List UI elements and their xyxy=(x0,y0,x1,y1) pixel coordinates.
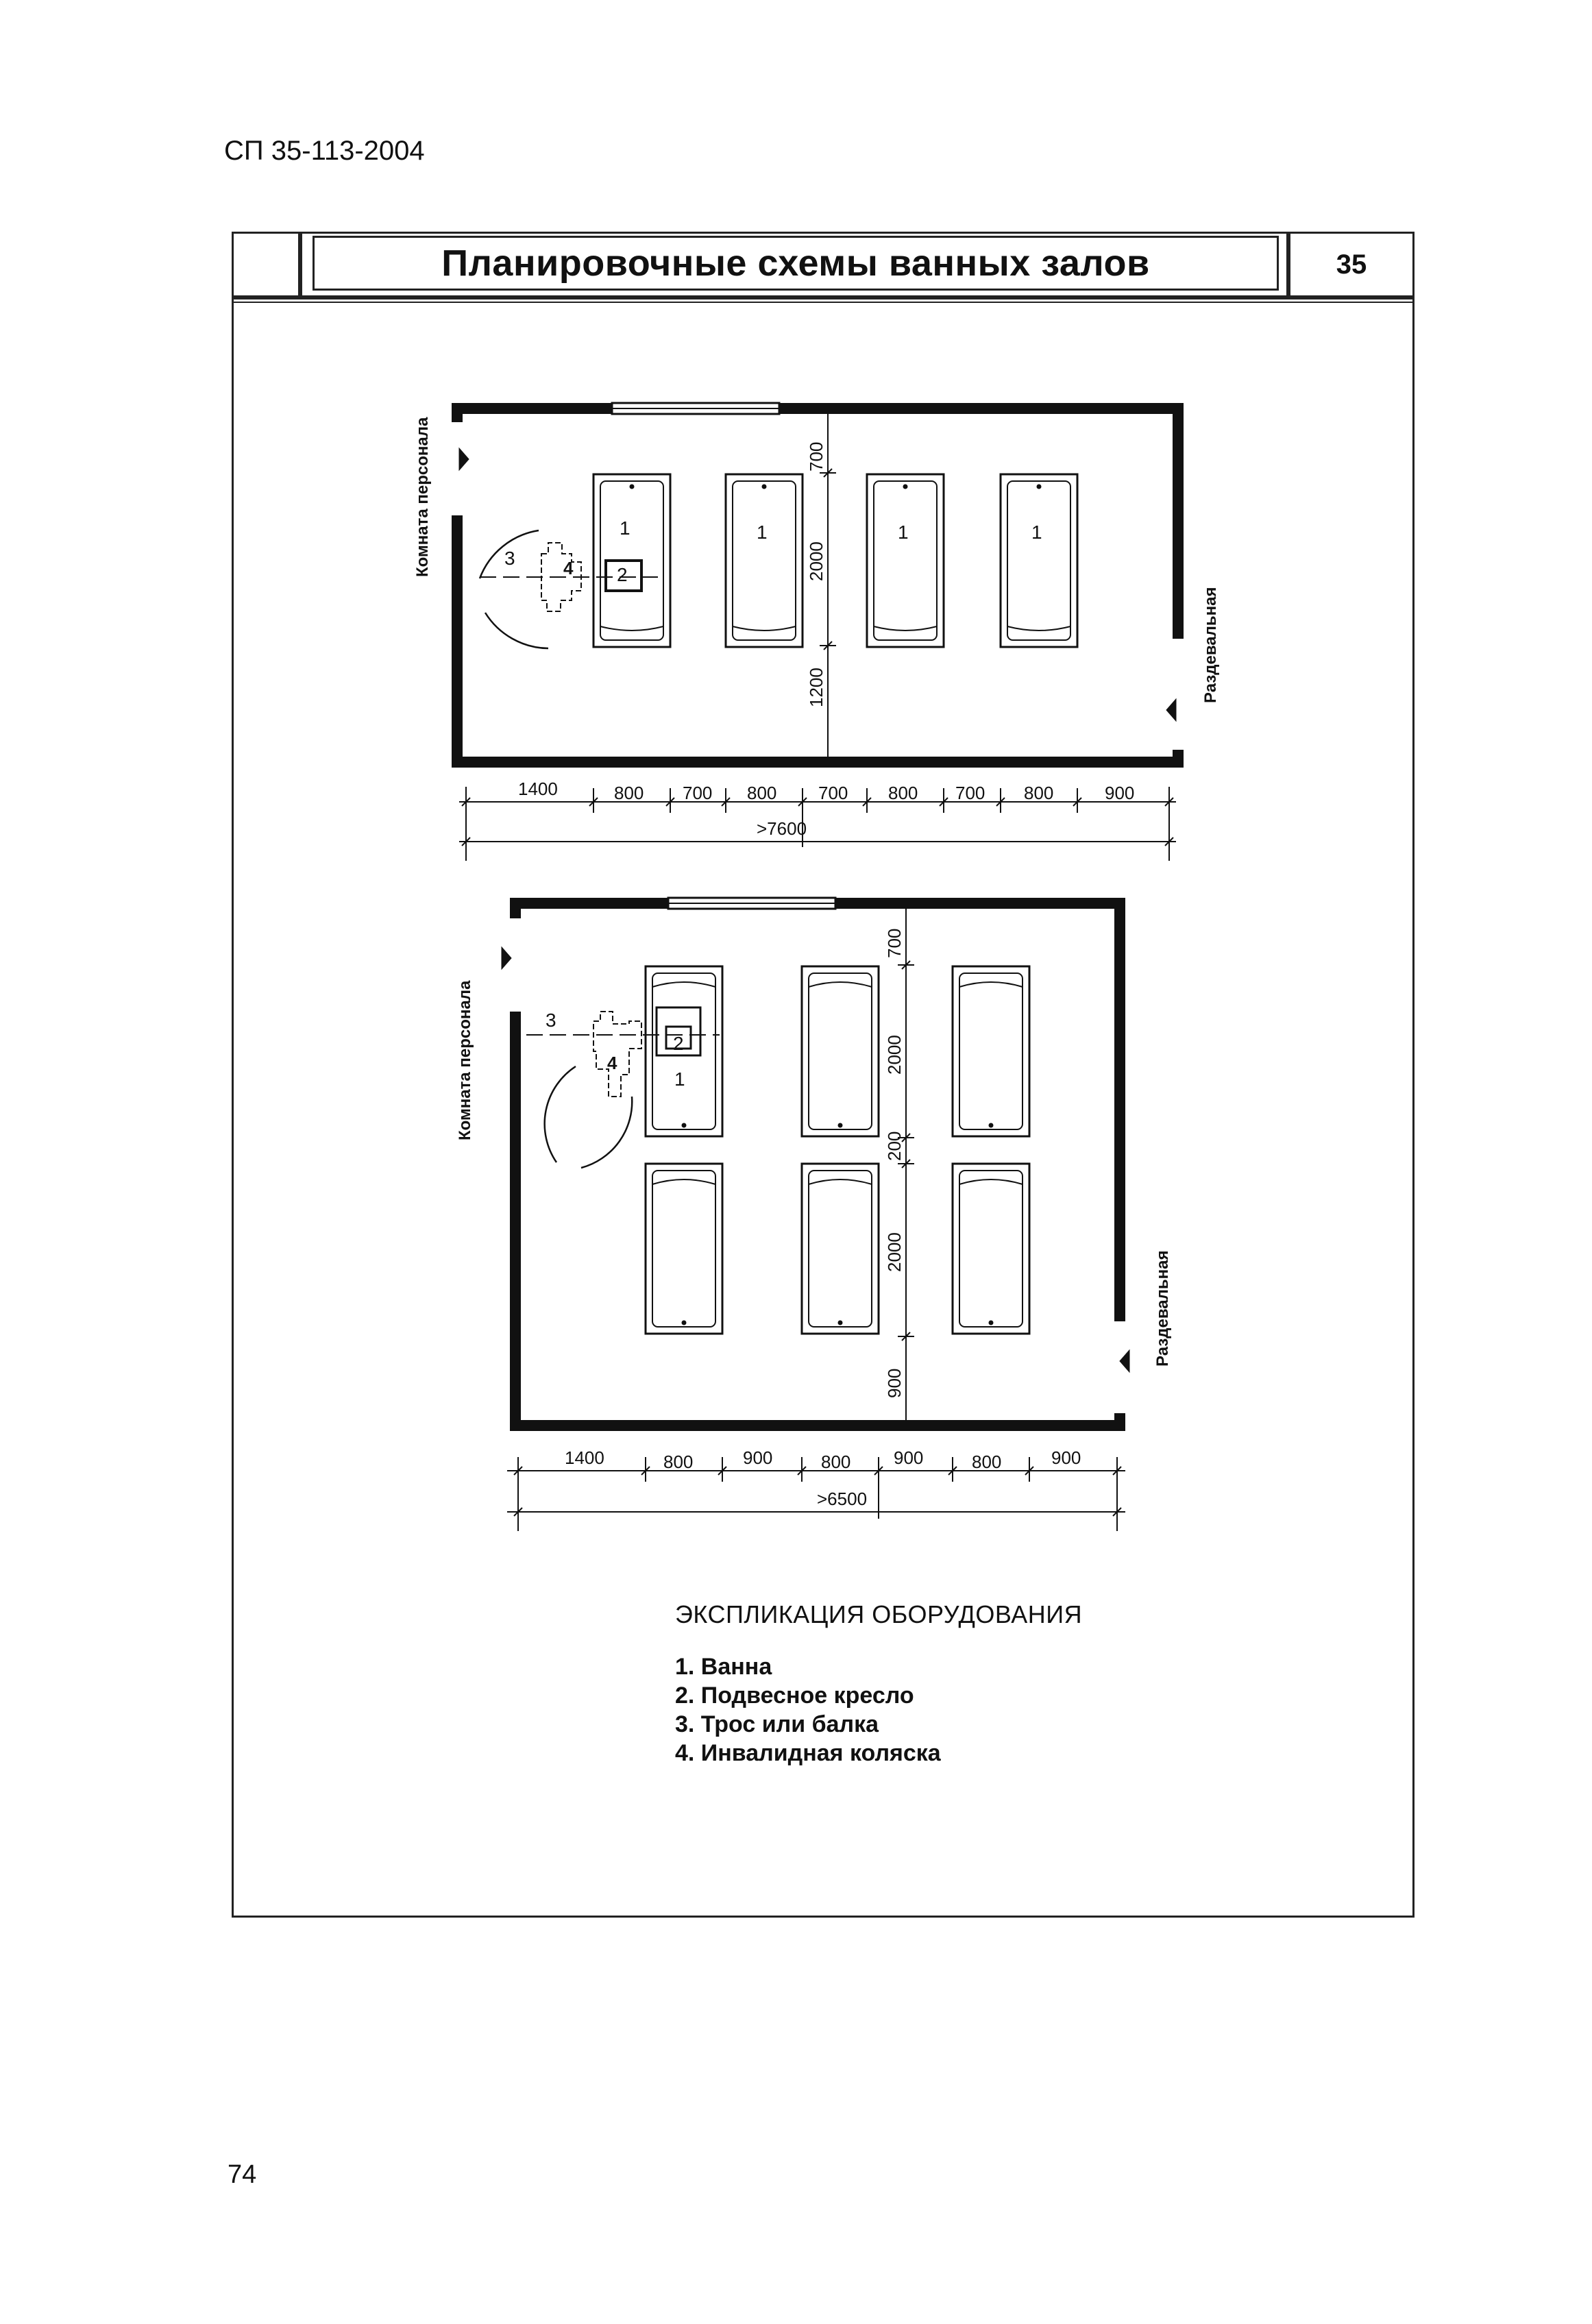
dimension-label: 800 xyxy=(1024,783,1054,803)
dimension-label: 1400 xyxy=(565,1447,604,1468)
staff-door-arrow xyxy=(502,947,511,969)
legend-item: 2. Подвесное кресло xyxy=(675,1683,914,1709)
sheet-number: 35 xyxy=(1336,249,1367,280)
bath xyxy=(802,966,879,1136)
bath-mark: 1 xyxy=(674,1068,685,1090)
bath-mark: 1 xyxy=(1031,522,1042,543)
bath-mark: 1 xyxy=(620,517,630,539)
wheelchair-mark: 4 xyxy=(607,1053,617,1073)
bath xyxy=(802,1164,879,1334)
dressing-room-label: Раздевальная xyxy=(1153,1250,1172,1367)
rope-mark: 3 xyxy=(546,1010,556,1031)
dressing-door-arrow xyxy=(1120,1350,1129,1372)
dimension-label: 900 xyxy=(1105,783,1135,803)
dimension-label: 1200 xyxy=(806,668,826,707)
dimension-label: 2000 xyxy=(884,1035,905,1075)
wheelchair-icon xyxy=(593,1012,641,1097)
dimension-label: 700 xyxy=(806,441,826,472)
dimension-label: 800 xyxy=(747,783,777,803)
legend-item: 1. Ванна xyxy=(675,1654,772,1680)
dimension-label: 800 xyxy=(614,783,644,803)
bath xyxy=(953,966,1029,1136)
bath-mark: 1 xyxy=(757,522,768,543)
dimension-label: 800 xyxy=(821,1452,851,1472)
horizontal-dimension-chain xyxy=(507,1457,1125,1531)
bath xyxy=(726,474,803,647)
bath xyxy=(953,1164,1029,1334)
plan-top xyxy=(413,403,1220,861)
vertical-dimension-chain xyxy=(898,909,914,1420)
dimension-label: 2000 xyxy=(806,541,826,581)
rope-mark: 3 xyxy=(504,548,515,569)
dimension-label: 700 xyxy=(683,783,713,803)
bath-mark: 1 xyxy=(898,522,909,543)
rotation-circle xyxy=(485,613,548,648)
equipment-legend xyxy=(675,1600,1082,1768)
dressing-room-label: Раздевальная xyxy=(1201,587,1220,703)
legend-item: 3. Трос или балка xyxy=(675,1711,879,1737)
dimension-label: 1400 xyxy=(518,779,558,799)
bath xyxy=(1001,474,1077,647)
plan-bottom xyxy=(456,898,1172,1531)
rotation-circle xyxy=(581,1097,632,1168)
chair-mark: 2 xyxy=(617,564,628,585)
dimension-label: 900 xyxy=(894,1447,924,1468)
legend-title: ЭКСПЛИКАЦИЯ ОБОРУДОВАНИЯ xyxy=(675,1600,1083,1628)
bath xyxy=(867,474,944,647)
dimension-label: 900 xyxy=(884,1368,905,1398)
bath xyxy=(646,1164,722,1334)
chair-mark: 2 xyxy=(673,1033,684,1054)
dimension-label: 700 xyxy=(818,783,848,803)
total-dimension-label: >6500 xyxy=(817,1489,868,1509)
staff-door-arrow xyxy=(459,448,469,470)
document-code: СП 35-113-2004 xyxy=(224,136,425,166)
wheelchair-mark: 4 xyxy=(563,558,574,578)
dimension-label: 900 xyxy=(1051,1447,1081,1468)
total-dimension-label: >7600 xyxy=(757,818,807,839)
legend-item: 4. Инвалидная коляска xyxy=(675,1740,941,1766)
dimension-label: 200 xyxy=(884,1131,905,1161)
dimension-label: 700 xyxy=(955,783,985,803)
dimension-label: 900 xyxy=(743,1447,773,1468)
dimension-label: 800 xyxy=(663,1452,694,1472)
dimension-label: 800 xyxy=(972,1452,1002,1472)
horizontal-dimension-chain xyxy=(459,787,1176,861)
staff-room-label: Комната персонала xyxy=(413,417,432,577)
sheet-title: Планировочные схемы ванных залов xyxy=(441,243,1150,284)
dressing-door-arrow xyxy=(1166,699,1176,721)
dimension-label: 800 xyxy=(888,783,918,803)
rotation-circle xyxy=(545,1066,576,1162)
staff-room-label: Комната персонала xyxy=(456,980,474,1140)
dimension-label: 2000 xyxy=(884,1232,905,1272)
dimension-label: 700 xyxy=(884,928,905,958)
page-number: 74 xyxy=(228,2160,257,2189)
